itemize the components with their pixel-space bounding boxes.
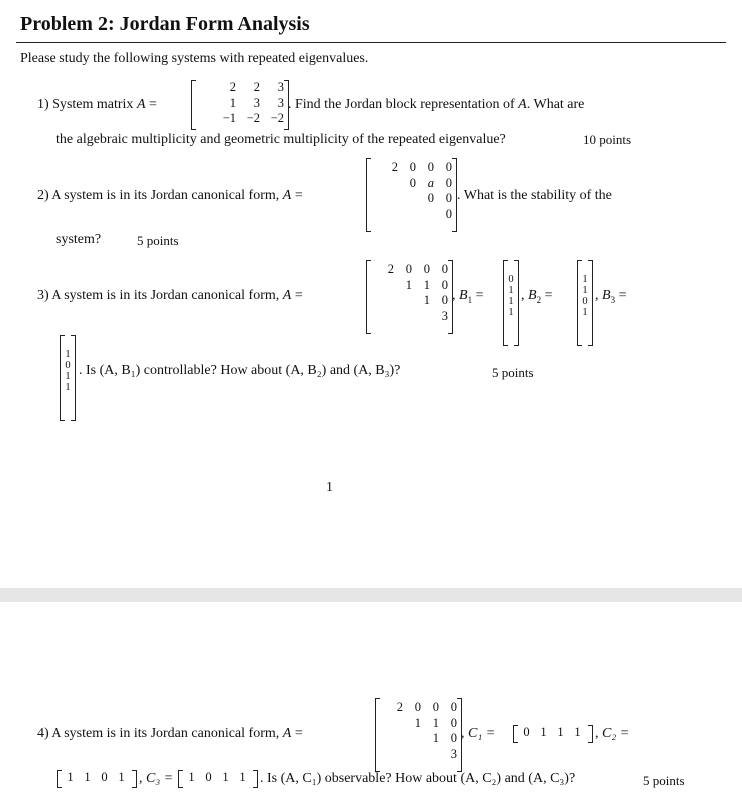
q3-b2-entry: 0 [582, 296, 588, 307]
q3-matrix-cell: 3 [441, 308, 448, 323]
q4-c1-label: C₁ = [468, 726, 496, 741]
q1-var: A [136, 97, 146, 112]
q3-matrix-row-4 [367, 309, 448, 325]
q2-var: A [282, 188, 292, 203]
q4-c3-entry: 1 [188, 770, 195, 784]
q2-text: . What is the stability of the [457, 188, 612, 203]
q4-matrix-row-3 [376, 731, 457, 747]
q2-matrix-cell [398, 207, 416, 223]
q4-matrix-row-2 [376, 716, 457, 732]
q4-c1-entry: 1 [574, 725, 581, 739]
q3-label: 3) A system is in its Jordan canonical form, [37, 288, 280, 303]
q4-matrix-cell: 1 [432, 731, 439, 745]
q3-matrix-cell [376, 293, 394, 309]
q1-matrix-row-2 [192, 96, 284, 112]
q4-matrix-row-1 [376, 700, 457, 716]
q4-points: 5 points [643, 773, 685, 788]
q1-matrix-cell: 2 [253, 80, 260, 94]
q3-matrix-cell: 0 [441, 277, 448, 292]
q4-c1-entry: 1 [557, 725, 564, 739]
q3-matrix-cell: 1 [423, 277, 430, 292]
q3-matrix-cell: 1 [423, 293, 430, 307]
q3-b2-entry: 1 [582, 285, 588, 296]
q4-eq: = [294, 726, 303, 741]
q2-points: 5 points [137, 233, 179, 248]
q4-matrix-cell: 1 [414, 715, 421, 730]
q4-label: 4) A system is in its Jordan canonical form, [37, 726, 280, 741]
q3-matrix-cell [394, 309, 412, 325]
q3-b2-sub: 2 [536, 294, 542, 305]
q1-points: 10 points [583, 132, 632, 147]
q4-matrix-cell [403, 731, 421, 747]
q2-matrix-cell [398, 191, 416, 207]
q3-matrix-cell [412, 309, 430, 325]
q3-b1-entry: 1 [508, 285, 514, 296]
q3-points: 5 points [492, 365, 534, 380]
q3-b3-entry: 0 [65, 360, 71, 371]
q3-b2-entry: 1 [582, 274, 588, 285]
q3-b3-entry: 1 [65, 349, 71, 360]
q2-matrix [366, 158, 457, 232]
q3-matrix-cell: 0 [405, 262, 412, 276]
q2-matrix-cell: 0 [427, 160, 434, 174]
q4-c3-entry: 0 [205, 770, 212, 784]
q4-question: . Is (A, C₁) observable? How about (A, C₂) and (A, C₃)? [260, 771, 576, 786]
q1-label: 1) System matrix [37, 97, 134, 112]
q4-c1-vector [513, 725, 593, 743]
q4-matrix-cell [385, 747, 403, 763]
q2-matrix-cell: 0 [445, 206, 452, 221]
q4-c2-label: C₂ = [602, 726, 630, 741]
q1-line2: the algebraic multiplicity and geometric multiplicity of the repeated eigenvalue? [56, 132, 506, 147]
q2-matrix-cell [380, 207, 398, 223]
q4-matrix [375, 698, 462, 772]
q1-matrix-cell: 3 [277, 95, 284, 110]
q1-matrix [191, 80, 289, 130]
q3-b1-vector [503, 260, 519, 346]
q4-c2-vector [57, 770, 137, 788]
q2-matrix-cell: 0 [427, 191, 434, 205]
q2-matrix-cell: 0 [445, 160, 452, 174]
q4-c3-entry: 1 [222, 770, 229, 784]
q4-c2-entry: 0 [101, 770, 108, 784]
q2-matrix-cell [416, 207, 434, 223]
page-number: 1 [326, 480, 333, 495]
q3-matrix-cell: 0 [441, 262, 448, 276]
q4-matrix-cell [421, 747, 439, 763]
q3-matrix-cell: 1 [405, 277, 412, 292]
page-title: Problem 2: Jordan Form Analysis [20, 13, 310, 35]
q4-matrix-cell: 0 [414, 700, 421, 714]
q3-eq: = [294, 288, 303, 303]
q2-label: 2) A system is in its Jordan canonical form, [37, 188, 280, 203]
q2-matrix-row-2 [367, 176, 452, 192]
q4-c3-entry: 1 [239, 770, 246, 784]
q4-c2-entry: 1 [67, 770, 74, 784]
q1-matrix-cell: 3 [253, 95, 260, 110]
q3-matrix-cell: 0 [423, 262, 430, 276]
page-2: 4) A system is in its Jordan canonical form, A = 2 0 0 0 1 1 0 1 0 3 , C₁ = 0 1 1 1 , C₂ = 1 1 0 1 , C₃ = 1 0 1 1 . Is (A, C₁) observable? How about (A, C₂) and (A, C₃)? 5 points [0, 602, 742, 808]
q2-matrix-cell [380, 176, 398, 192]
q4-matrix-cell [385, 731, 403, 747]
q4-matrix-cell: 3 [450, 746, 457, 761]
q2-matrix-cell: a [427, 175, 434, 190]
title-rule [16, 42, 726, 43]
q1-matrix-cell: −1 [222, 111, 236, 125]
q4-matrix-cell [403, 747, 421, 763]
q3-b3-entry: 1 [65, 382, 71, 393]
q2-eq: = [294, 188, 303, 203]
q1-eq: = [149, 97, 157, 112]
q3-matrix-row-1 [367, 262, 448, 278]
q2-matrix-row-4 [367, 207, 452, 223]
q3-var: A [282, 288, 292, 303]
q2-matrix-cell: 0 [445, 191, 452, 205]
q3-matrix [366, 260, 453, 334]
q1-matrix-cell: 3 [277, 80, 284, 94]
q3-matrix-cell: 0 [441, 293, 448, 307]
q1-var2: A [518, 97, 527, 112]
q1-text2: . What are [526, 97, 585, 112]
q4-matrix-cell [385, 716, 403, 732]
q3-matrix-cell [376, 278, 394, 294]
q3-matrix-cell [376, 309, 394, 325]
q3-b1-label: B [459, 288, 468, 303]
q3-b2-label: B [528, 288, 537, 303]
q4-matrix-cell: 0 [450, 700, 457, 714]
q3-b1-entry: 1 [508, 296, 514, 307]
q3-b3-sub: 3 [610, 294, 616, 305]
intro-text: Please study the following systems with repeated eigenvalues. [20, 51, 369, 66]
q4-c3-label: C₃ = [146, 771, 174, 786]
q1-matrix-cell: −2 [270, 111, 284, 125]
q4-matrix-cell: 2 [396, 700, 403, 714]
q4-matrix-row-4 [376, 747, 457, 763]
q3-b3-vector [60, 335, 76, 421]
q4-matrix-cell: 0 [432, 700, 439, 714]
q4-matrix-cell: 0 [450, 731, 457, 745]
q2-matrix-cell [380, 191, 398, 207]
q4-matrix-cell: 0 [450, 715, 457, 730]
q4-c1-entry: 0 [523, 725, 530, 739]
q3-b1-entry: 0 [508, 274, 514, 285]
q1-matrix-row-3 [192, 111, 284, 127]
q1-matrix-cell: 2 [229, 80, 236, 94]
page-1: Problem 2: Jordan Form Analysis Please study the following systems with repeated eigenvalues. 1) System matrix A = 2 2 3 1 3 3 −1 −2 −2 . Find the Jordan block representation of A. What are the algebraic multiplicity and geometric multiplicity of the repeated eigenvalue? 10 points 2) A system is in its Jordan canonical form, A = 2 0 0 0 0 a 0 0 0 0 . What is the stability of the system? 5 points 3) A system is in its Jordan canonical form, A = 2 0 0 0 1 1 0 1 0 3 , $B_1$ = 0 1 1 1 , $B_2$ = 1 1 0 1 , $B_3$ = 1 0 1 1 . Is (A, B₁) controllable? How about (A, B₂) and (A, B₃)? 5 points 1 [0, 0, 742, 588]
q3-b2-entry: 1 [582, 307, 588, 318]
q1-matrix-row-1 [192, 80, 284, 96]
q2-matrix-cell: 0 [409, 175, 416, 190]
q3-matrix-cell [394, 293, 412, 309]
q3-b1-sub: 1 [467, 294, 473, 305]
q2-line2: system? [56, 232, 102, 247]
q3-question: . Is (A, B₁) controllable? How about (A, B₂) and (A, B₃)? [79, 363, 401, 378]
q4-c1-entry: 1 [540, 725, 547, 739]
q3-b3-entry: 1 [65, 371, 71, 382]
q4-c2-entry: 1 [118, 770, 125, 784]
q1-matrix-cell: −2 [246, 111, 260, 125]
q3-matrix-row-2 [367, 278, 448, 294]
q2-matrix-cell: 0 [445, 175, 452, 190]
q3-b1-entry: 1 [508, 307, 514, 318]
q3-matrix-row-3 [367, 293, 448, 309]
q4-var: A [282, 726, 292, 741]
q3-b3-label: B [602, 288, 611, 303]
q3-matrix-cell: 2 [387, 262, 394, 276]
q3-b2-vector [577, 260, 593, 346]
q1-matrix-cell: 1 [229, 95, 236, 110]
q1-text: . Find the Jordan block representation of [288, 97, 515, 112]
q4-c3-vector [178, 770, 258, 788]
q2-matrix-row-3 [367, 191, 452, 207]
q4-c2-entry: 1 [84, 770, 91, 784]
q4-matrix-cell: 1 [432, 715, 439, 730]
q2-matrix-row-1 [367, 160, 452, 176]
q2-matrix-cell: 2 [391, 160, 398, 174]
q2-matrix-cell: 0 [409, 160, 416, 174]
